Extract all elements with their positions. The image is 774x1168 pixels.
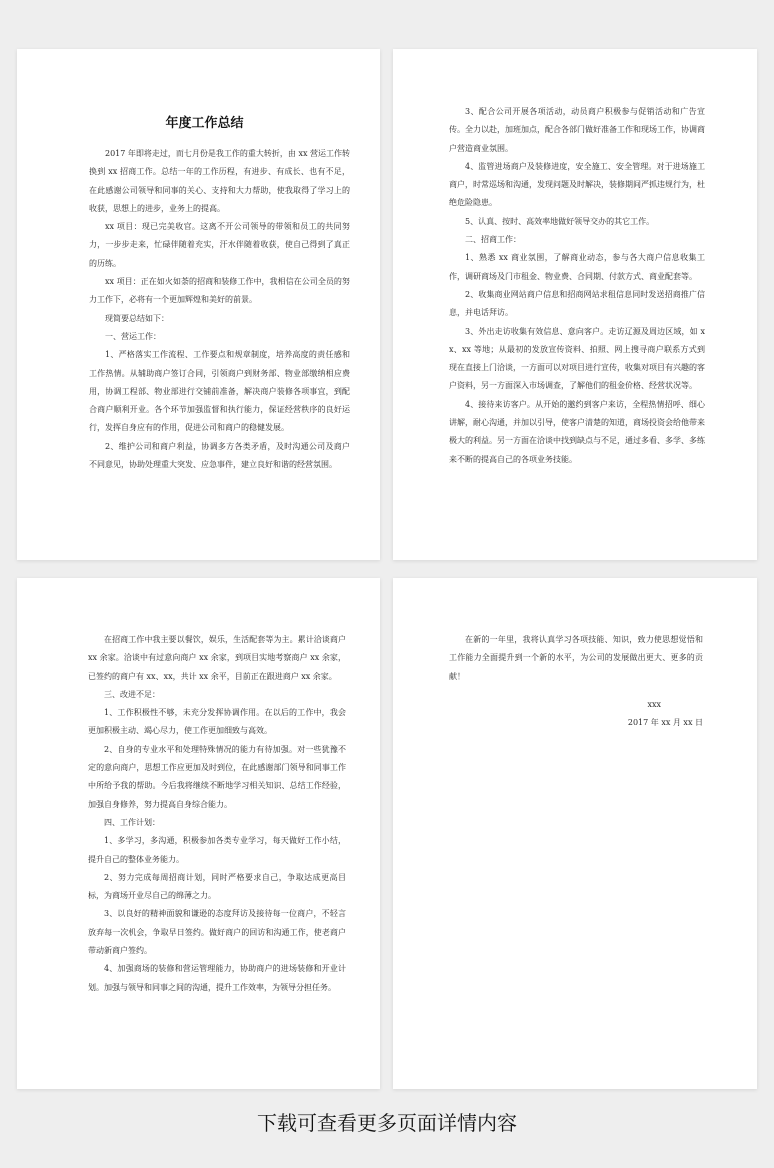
paragraph: 1、严格落实工作流程、工作要点和规章制度，培养高度的责任感和工作热情。从辅助商户签订合同，引领商户到财务部、物业部缴纳相应费用，协调工程部、物业部进行交铺前准备，解决商户装修各项事宜，到配合商户顺利开业。各个环节加强监督和执行能力，保证经营秩序的良好运行，发挥自身应有的作用，促进公司和商户的稳健发展。 xyxy=(89,350,350,433)
paragraph: 4、加强商场的装修和营运管理能力，协助商户的进场装修和开业计划。加强与领导和同事之间的沟通，提升工作效率，为领导分担任务。 xyxy=(88,964,346,992)
section-heading: 二、招商工作： xyxy=(465,235,521,245)
paragraph: 1、多学习，多沟通，积极参加各类专业学习，每天做好工作小结，提升自己的整体业务能力。 xyxy=(88,836,346,864)
paragraph: 3、外出走访收集有效信息、意向客户。走访辽源及周边区域，如 xx、xx 等地；从最初的发放宣传资料、拍照、网上搜寻商户联系方式到现在直接上门洽谈，一方面可以对项目进行宣传，收集对项目有兴趣的客户资料，另一方面深入市场调查，了解他们的租金价格、经营状况等。 xyxy=(449,326,705,391)
paragraph: xx 项目：正在如火如荼的招商和装修工作中，我相信在公司全员的努力工作下，必将有一个更加辉煌和美好的前景。 xyxy=(89,277,350,305)
paragraph: 2、维护公司和商户利益，协调多方各类矛盾，及时沟通公司及商户不同意见，协助处理重大突发、应急事件，建立良好和谐的经营氛围。 xyxy=(89,441,350,470)
paragraph: 5、认真、按时、高效率地做好领导交办的其它工作。 xyxy=(465,216,655,226)
document-page-3 xyxy=(17,578,380,1089)
document-page-1 xyxy=(17,49,380,560)
paragraph: 2、自身的专业水平和处理特殊情况的能力有待加强。对一些犹豫不定的意向商户，思想工作应更加及时到位，在此感谢部门领导和同事工作中所给予我的帮助。今后我将继续不断地学习相关知识、总结工作经验，加强自身修养，努力提高自身综合能力。 xyxy=(88,744,346,809)
signature-date: 2017 年 xx 月 xx 日 xyxy=(627,718,703,728)
document-title: 年度工作总结 xyxy=(165,116,244,131)
paragraph: 2、收集商业网站商户信息和招商网站求租信息同时发送招商推广信息，并电话拜访。 xyxy=(449,289,705,318)
paragraph: 3、配合公司开展各项活动，动员商户积极参与促销活动和广告宣传。全力以赴，加班加点，配合各部门做好准备工作和现场工作，协调商户营造商业氛围。 xyxy=(449,107,705,153)
paragraph: 4、接待来访客户。从开始的邀约到客户来访，全程热情招呼、细心讲解，耐心沟通，并加以引导，使客户清楚的知道，商场投资会给他带来极大的利益。另一方面在洽谈中找到缺点与不足，通过多看、多学、多练来不断的提高自己的各项业务技能。 xyxy=(449,399,705,464)
section-heading: 一、营运工作： xyxy=(105,331,161,341)
document-page-2 xyxy=(393,49,757,560)
paragraph: 4、监管进场商户及装修进度，安全施工、安全管理。对于进场施工商户，时常巡场和沟通，发现问题及时解决，装修期间严抓违规行为，杜绝危险隐患。 xyxy=(449,161,705,208)
section-heading: 四、工作计划： xyxy=(104,817,160,827)
paragraph: 1、熟悉 xx 商业氛围，了解商业动态，参与各大商户信息收集工作，调研商场及门市租金、物业费、合同期、付款方式、商业配套等。 xyxy=(449,253,705,281)
paragraph: 1、工作积极性不够，未充分发挥协调作用。在以后的工作中，我会更加积极主动、竭心尽力，使工作更加细致与高效。 xyxy=(88,708,346,736)
document-page-4 xyxy=(393,578,757,1089)
paragraph: 在新的一年里，我将认真学习各项技能、知识，致力使思想觉悟和工作能力全面提升到一个新的水平，为公司的发展做出更大、更多的贡献！ xyxy=(449,635,703,681)
paragraph: 2、努力完成每周招商计划，同时严格要求自己，争取达成更高目标，为商场开业尽自己的绵薄之力。 xyxy=(88,872,346,901)
paragraph: 3、以良好的精神面貌和谦逊的态度拜访及接待每一位商户，不轻言放弃每一次机会，争取早日签约。做好商户的回访和沟通工作，使老商户带动新商户签约。 xyxy=(88,909,346,956)
section-heading: 三、改进不足： xyxy=(104,689,160,699)
paragraph: 现简要总结如下： xyxy=(105,313,169,323)
signature: xxx xyxy=(647,699,661,709)
download-caption: 下载可查看更多页面详情内容 xyxy=(257,1111,517,1135)
paragraph: 在招商工作中我主要以餐饮，娱乐，生活配套等为主。累计洽谈商户 xx 余家。洽谈中有过意向商户 xx 余家，到项目实地考察商户 xx 余家，已签约的商户有 xx、xx，共计 xx 余平，目前正在跟进商户 xx 余家。 xyxy=(88,635,346,681)
paragraph: 2017 年即将走过，而七月份是我工作的重大转折，由 xx 营运工作转换到 xx 招商工作。总结一年的工作历程，有进步、有成长、也有不足，在此感谢公司领导和同事的关心、支持和大力帮助，使我取得了学习上的收获，思想上的进步，业务上的提高。 xyxy=(89,149,351,213)
paragraph: xx 项目：现已完美收官。这离不开公司领导的带领和员工的共同努力，一步步走来，忙碌伴随着充实，汗水伴随着收获，使自己得到了真正的历练。 xyxy=(89,222,350,268)
